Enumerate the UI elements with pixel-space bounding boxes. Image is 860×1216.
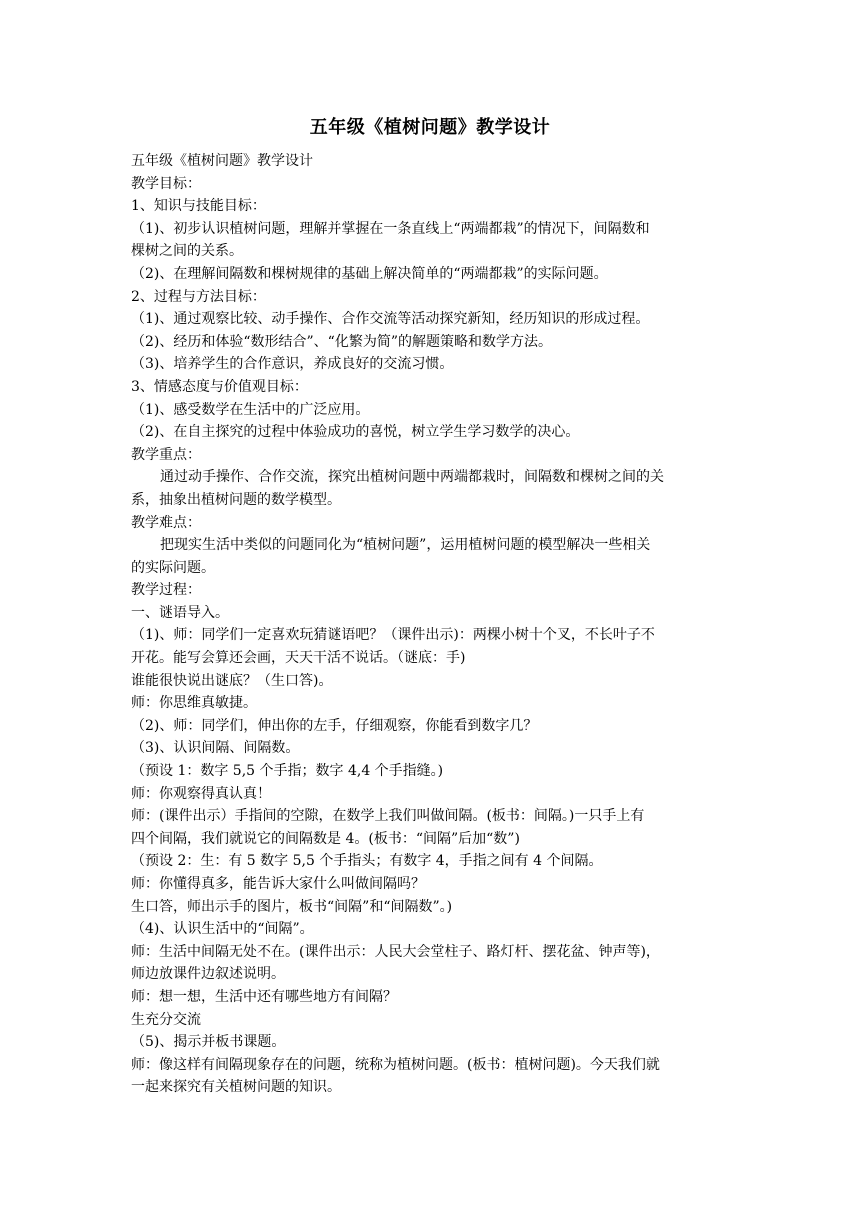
document-body [131,150,735,1099]
text-line: 把现实生活中类似的问题同化为“植树问题”，运用植树问题的模型解决一些相关 [160,537,651,554]
text-line: （1)、师：同学们一定喜欢玩猜谜语吧？（课件出示)：两棵小树十个叉，不长叶子不 [131,627,655,644]
text-line: 3、情感态度与价值观目标： [131,378,308,395]
text-line: （4)、认识生活中的“间隔”。 [131,921,314,938]
text-line: （2)、在自主探究的过程中体验成功的喜悦，树立学生学习数学的决心。 [131,424,580,441]
text-line: 师：生活中间隔无处不在。(课件出示：人民大会堂柱子、路灯杆、摆花盆、钟声等)， [131,943,660,960]
text-line: 师：你懂得真多，能告诉大家什么叫做间隔吗？ [131,876,425,892]
text-line: （1)、初步认识植树问题，理解并掌握在一条直线上“两端都栽”的情况下，间隔数和 [131,220,650,237]
text-line: （1)、通过观察比较、动手操作、合作交流等活动探究新知，经历知识的形成过程。 [131,311,650,328]
text-line: 教学重点： [131,446,201,463]
text-line: 教学目标： [131,175,201,192]
text-line: 四个间隔，我们就说它的间隔数是 4。(板书：“间隔”后加“数”) [131,830,520,847]
text-line: 通过动手操作、合作交流，探究出植树问题中两端都栽时，间隔数和棵树之间的关 [160,469,664,486]
text-line: （3)、认识间隔、间隔数。 [131,740,300,757]
text-line: （预设 2：生：有 5 数字 5,5 个手指头；有数字 4，手指之间有 4 个间隔。 [131,853,603,870]
text-line: （2)、师：同学们，伸出你的左手，仔细观察，你能看到数字几？ [131,717,538,734]
text-line: 2、过程与方法目标： [131,288,266,305]
text-line: 师：(课件出示）手指间的空隙，在数学上我们叫做间隔。(板书：间隔。)一只手上有 [131,808,645,825]
text-line: 师：你思维真敏捷。 [131,695,257,712]
text-line: 教学过程： [131,582,201,599]
text-line: 教学难点： [131,514,201,531]
text-line: 师：想一想，生活中还有哪些地方有间隔？ [131,988,397,1005]
text-line: （2)、在理解间隔数和棵树规律的基础上解决简单的“两端都栽”的实际问题。 [131,265,608,282]
text-line: 的实际问题。 [131,559,215,576]
text-line: 系，抽象出植树问题的数学模型。 [131,491,341,508]
document-title: 五年级《植树问题》教学设计 [309,117,551,138]
text-line: 1、知识与技能目标： [131,198,266,215]
text-line: （1)、感受数学在生活中的广泛应用。 [131,401,370,418]
text-line: 一、谜语导入。 [131,604,229,621]
text-line: 五年级《植树问题》教学设计 [131,153,313,169]
text-line: （预设 1：数字 5,5 个手指；数字 4,4 个手指缝。) [131,763,444,780]
text-line: 师：像这样有间隔现象存在的问题，统称为植树问题。(板书：植树问题)。今天我们就 [131,1056,660,1073]
text-line: （3)、培养学生的合作意识，养成良好的交流习惯。 [131,356,454,373]
text-line: 生充分交流 [131,1011,201,1028]
text-line: （2)、经历和体验“数形结合”、“化繁为简”的解题策略和数学方法。 [131,333,552,350]
text-line: 棵树之间的关系。 [131,243,243,260]
text-line: 师：你观察得真认真！ [131,785,271,802]
text-line: 一起来探究有关植树问题的知识。 [131,1079,341,1096]
text-line: 谁能很快说出谜底？（生口答)。 [131,672,333,689]
text-line: 生口答，师出示手的图片，板书“间隔”和“间隔数”。) [131,898,453,915]
text-line: 开花。能写会算还会画，天天干活不说话。（谜底：手) [131,650,466,667]
text-line: （5)、揭示并板书课题。 [131,1034,286,1051]
text-line: 师边放课件边叙述说明。 [131,966,285,983]
